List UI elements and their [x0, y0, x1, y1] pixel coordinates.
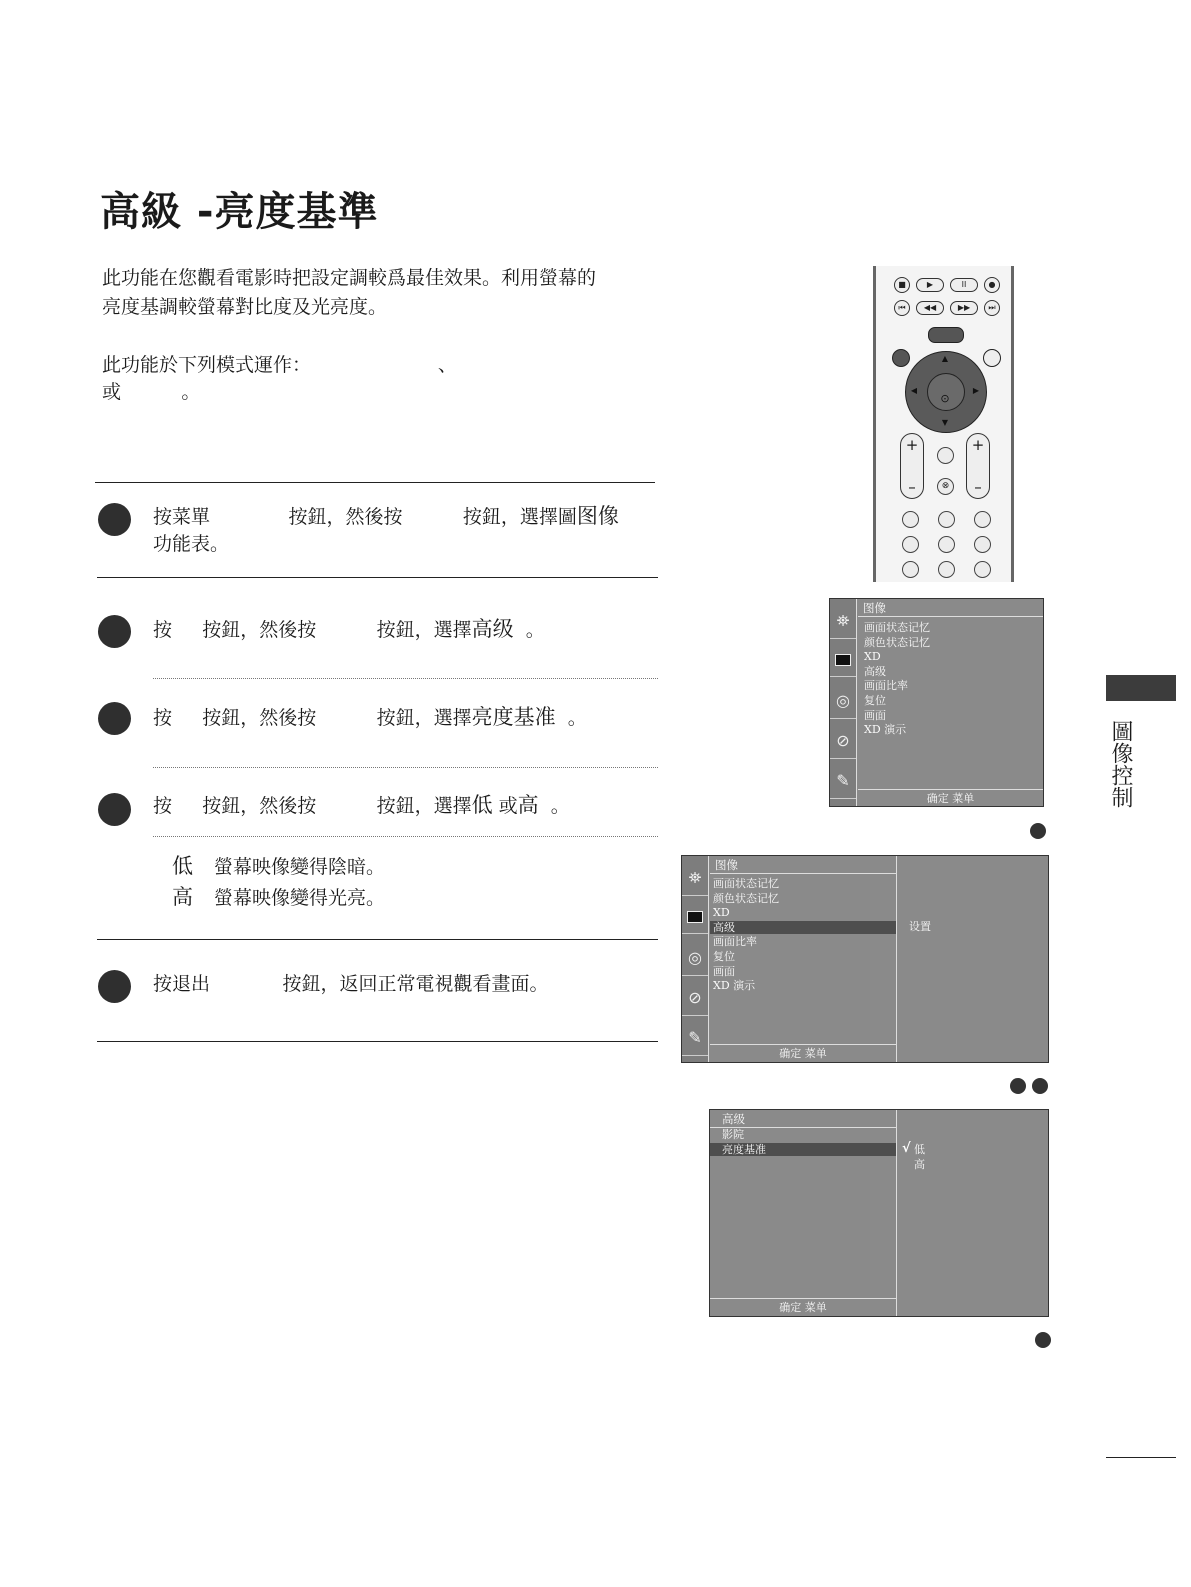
- up-arrow-icon: ▲: [941, 354, 949, 363]
- satellite-dish-icon: ⛯: [682, 860, 708, 896]
- option-high-item[interactable]: 高: [914, 1157, 925, 1171]
- step-number-5: [98, 970, 131, 1003]
- menu-item[interactable]: 画面: [864, 708, 886, 722]
- menu-item[interactable]: 画面比率: [713, 935, 757, 949]
- info-key-icon: [983, 349, 1001, 367]
- number-key-9: [974, 561, 991, 578]
- step-divider: [97, 939, 658, 940]
- step-number-3: [98, 702, 131, 735]
- remote-key-icon: [937, 447, 954, 464]
- option-low: 低 螢幕映像變得陰暗。: [172, 854, 386, 878]
- osd-menu-brightness-level: [709, 1109, 1049, 1317]
- menu-item[interactable]: 复位: [864, 693, 886, 707]
- menu-item[interactable]: XD 演示: [864, 723, 907, 737]
- menu-item[interactable]: 影院: [722, 1128, 744, 1141]
- checkmark-icon: √: [902, 1141, 911, 1156]
- step-number-1: [98, 503, 131, 536]
- step-1-text: 按菜單 按鈕，然後按 按鈕，選擇圖图像: [153, 504, 619, 528]
- option-low-item[interactable]: 低: [914, 1143, 925, 1156]
- menu-footer: 确定 菜单: [710, 1044, 896, 1062]
- clock-icon: ⊘: [830, 723, 856, 759]
- step-dotted-divider: [153, 678, 658, 679]
- menu-icon-column: [682, 856, 709, 1062]
- page-number-rule: [1106, 1457, 1176, 1458]
- submenu-setting[interactable]: 设置: [909, 920, 931, 933]
- number-key-8: [938, 561, 955, 578]
- step-divider: [97, 577, 658, 578]
- menu-footer: 确定 菜单: [858, 789, 1043, 806]
- satellite-dish-icon: ⛯: [830, 603, 856, 639]
- page-title: 高級 -亮度基準: [100, 189, 379, 235]
- rewind-icon: ◀◀: [916, 301, 944, 315]
- intro-paragraph-line-1: 此功能在您觀看電影時把設定調較爲最佳效果。利用螢幕的: [102, 267, 597, 289]
- option-list: [914, 1143, 925, 1172]
- mode-paragraph-line-2: 或 。: [102, 381, 201, 403]
- clock-icon: ⊘: [682, 980, 708, 1016]
- menu-item-selected[interactable]: 亮度基准: [722, 1142, 766, 1156]
- menu-item-selected[interactable]: 高级: [713, 920, 735, 934]
- left-arrow-icon: ◀: [910, 386, 918, 395]
- mode-paragraph-line-1: 此功能於下列模式運作： 、: [102, 354, 457, 376]
- chapter-tab-marker: [1106, 675, 1176, 701]
- skip-back-icon: ⏮: [894, 300, 910, 316]
- menu-item-list: [864, 621, 930, 738]
- figure-step-marker: [1010, 1078, 1026, 1094]
- stop-icon: ■: [894, 277, 910, 293]
- number-key-7: [902, 561, 919, 578]
- submenu-divider: [896, 856, 897, 1062]
- wrench-icon: ✎: [682, 1020, 708, 1056]
- exit-key-icon: [892, 349, 910, 367]
- menu-item[interactable]: 高级: [864, 664, 886, 678]
- picture-icon: [682, 898, 708, 934]
- section-divider-bottom: [97, 1041, 658, 1042]
- volume-down-symbol: –: [908, 478, 916, 496]
- osd-menu-picture: [829, 598, 1044, 807]
- fast-forward-icon: ▶▶: [950, 301, 978, 315]
- step-5-text: 按退出 按鈕，返回正常電視觀看畫面。: [153, 973, 549, 995]
- osd-menu-picture-advanced: [681, 855, 1049, 1063]
- down-arrow-icon: ▼: [941, 418, 949, 427]
- menu-item[interactable]: XD: [713, 906, 730, 920]
- step-2-text: 按 按鈕，然後按 按鈕，選擇高级 。: [153, 617, 545, 641]
- speaker-icon: ◎: [682, 940, 708, 976]
- record-icon: ●: [984, 277, 1000, 293]
- menu-item[interactable]: 颜色状态记忆: [713, 891, 779, 905]
- chapter-tab-label: 圖像控制: [1108, 720, 1133, 808]
- submenu-divider: [896, 1110, 897, 1316]
- pause-icon: II: [950, 278, 978, 292]
- step-3-text: 按 按鈕，然後按 按鈕，選擇亮度基准 。: [153, 705, 587, 729]
- volume-up-symbol: +: [905, 436, 919, 454]
- menu-item[interactable]: 复位: [713, 949, 735, 963]
- step-number-2: [98, 615, 131, 648]
- step-1-text-line-2: 功能表。: [153, 533, 230, 555]
- step-dotted-divider: [153, 767, 658, 768]
- number-key-4: [902, 536, 919, 553]
- picture-icon: [830, 641, 856, 677]
- figure-step-marker: [1035, 1332, 1051, 1348]
- menu-item[interactable]: 画面状态记忆: [713, 877, 779, 890]
- channel-down-symbol: –: [974, 478, 982, 496]
- menu-item[interactable]: 画面状态记忆: [864, 621, 930, 634]
- figure-step-marker: [1030, 823, 1046, 839]
- menu-icon-column: [830, 599, 857, 806]
- step-4-text: 按 按鈕，然後按 按鈕，選擇低 或高 。: [153, 793, 570, 817]
- channel-up-symbol: +: [971, 436, 985, 454]
- speaker-icon: ◎: [830, 683, 856, 719]
- menu-header: 图像: [858, 600, 1043, 617]
- ok-symbol: ⊙: [940, 392, 950, 405]
- intro-paragraph-line-2: 亮度基調較螢幕對比度及光亮度。: [102, 296, 388, 318]
- figure-step-marker: [1032, 1078, 1048, 1094]
- menu-header: 图像: [710, 857, 896, 874]
- menu-header: 高级: [710, 1111, 896, 1128]
- step-number-4: [98, 793, 131, 826]
- section-divider-top: [95, 482, 655, 483]
- menu-item[interactable]: XD 演示: [713, 979, 756, 993]
- number-key-2: [938, 511, 955, 528]
- menu-key-icon: [928, 327, 964, 343]
- number-key-5: [938, 536, 955, 553]
- remote-control-illustration: [873, 266, 1014, 582]
- right-arrow-icon: ▶: [972, 386, 980, 395]
- menu-item[interactable]: 画面: [713, 964, 735, 978]
- skip-forward-icon: ⏭: [984, 300, 1000, 316]
- wrench-icon: ✎: [830, 763, 856, 799]
- number-key-1: [902, 511, 919, 528]
- number-key-6: [974, 536, 991, 553]
- step-dotted-divider: [153, 836, 658, 837]
- menu-item-list: [713, 877, 779, 994]
- menu-footer: 确定 菜单: [710, 1298, 896, 1316]
- option-high: 高 螢幕映像變得光亮。: [172, 885, 386, 909]
- menu-item[interactable]: 画面比率: [864, 679, 908, 693]
- mute-icon: ⊗: [937, 478, 954, 495]
- menu-item[interactable]: 颜色状态记忆: [864, 635, 930, 649]
- menu-item-list: [722, 1128, 766, 1157]
- menu-item[interactable]: XD: [864, 650, 881, 664]
- number-key-3: [974, 511, 991, 528]
- play-icon: ▶: [916, 278, 944, 292]
